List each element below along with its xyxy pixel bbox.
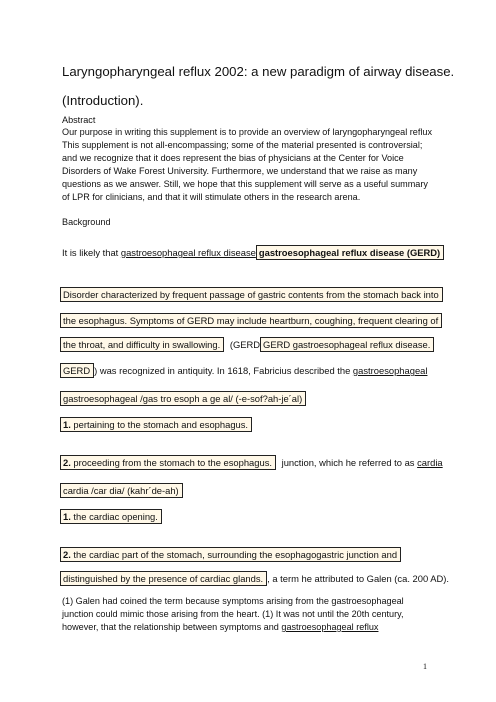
abstract-line: This supplement is not all-encompassing; some of the material presented is controversial; bbox=[62, 140, 423, 150]
paragraph-text: ) was recognized in antiquity. In 1618, Fabricius described the bbox=[94, 365, 353, 376]
paragraph-line: junction could mimic those arising from the heart. (1) It was not until the 20th century, bbox=[62, 609, 404, 619]
paragraph-text: (GERD bbox=[229, 339, 261, 350]
gloss-popup-gerd: gastroesophageal reflux disease (GERD) bbox=[256, 245, 444, 260]
paragraph-line bbox=[60, 573, 449, 584]
abstract-heading: Abstract bbox=[62, 115, 96, 125]
paragraph-line: (1) Galen had coined the term because symptoms arising from the gastroesophageal bbox=[62, 596, 404, 606]
definition-box bbox=[60, 509, 162, 524]
definition-text: the cardiac opening. bbox=[70, 511, 158, 522]
abstract-line: and we recognize that it does represent the bias of physicians at the Center for Voice bbox=[62, 153, 404, 163]
gerd-link[interactable]: gastroesophageal reflux disease bbox=[120, 247, 256, 258]
gloss-popup-gerd-abbrev: GERD gastroesophageal reflux disease. bbox=[260, 337, 434, 352]
paragraph-line bbox=[60, 457, 443, 468]
background-heading: Background bbox=[62, 217, 111, 227]
gloss-popup-gastroesophageal: gastroesophageal /gas tro esoph a ge al/ (-e-sof?ah-je´al) bbox=[60, 391, 306, 406]
gastroesophageal-link[interactable]: gastroesophageal bbox=[352, 365, 428, 376]
definition-number: 1. bbox=[63, 511, 71, 522]
document-title-line1: Laryngopharyngeal reflux 2002: a new paradigm of airway disease. bbox=[62, 64, 455, 79]
definition-text: pertaining to the stomach and esophagus. bbox=[70, 419, 249, 430]
gloss-popup-cardia: cardia /car dia/ (kahr´de-ah) bbox=[60, 483, 183, 498]
abstract-line: of LPR for clinicians, and that it will stimulate others in the research arena. bbox=[62, 192, 361, 202]
definition-box: the throat, and difficulty in swallowing. bbox=[60, 337, 224, 352]
definition-box: Disorder characterized by frequent passage of gastric contents from the stomach back into bbox=[60, 287, 443, 302]
paragraph-text: junction, which he referred to as bbox=[281, 457, 418, 468]
definition-box bbox=[60, 547, 401, 562]
definition-number: 2. bbox=[63, 457, 71, 468]
definition-number: 1. bbox=[63, 419, 71, 430]
abstract-line: Disorders of Wake Forest University. Furthermore, we understand that we raise as many bbox=[62, 166, 418, 176]
gerd-term-box[interactable]: GERD bbox=[60, 363, 94, 378]
paragraph-line bbox=[60, 365, 427, 376]
definition-box: distinguished by the presence of cardiac glands. bbox=[60, 571, 267, 586]
paragraph-line bbox=[62, 621, 378, 633]
gastroesophageal-reflux-link[interactable]: gastroesophageal reflux bbox=[281, 622, 379, 632]
definition-box bbox=[60, 417, 252, 432]
page-number: 1 bbox=[423, 662, 427, 671]
cardia-link[interactable]: cardia bbox=[417, 457, 443, 468]
definition-text: proceeding from the stomach to the esophagus. bbox=[70, 457, 272, 468]
definition-text: the cardiac part of the stomach, surrounding the esophagogastric junction and bbox=[70, 549, 398, 560]
abstract-line: questions as we answer. Still, we hope that this supplement will serve as a useful summary bbox=[62, 179, 428, 189]
abstract-line: Our purpose in writing this supplement is to provide an overview of laryngopharyngeal reflux bbox=[62, 127, 433, 137]
definition-number: 2. bbox=[63, 549, 71, 560]
paragraph-text: It is likely that bbox=[62, 247, 121, 258]
paragraph-text: however, that the relationship between symptoms and bbox=[62, 622, 282, 632]
definition-box bbox=[60, 455, 276, 470]
definition-box: the esophagus. Symptoms of GERD may include heartburn, coughing, frequent clearing of bbox=[60, 313, 442, 328]
document-title-line2: (Introduction). bbox=[62, 93, 144, 108]
paragraph-text: , a term he attributed to Galen (ca. 200 AD). bbox=[267, 573, 450, 584]
paragraph-line bbox=[62, 247, 444, 258]
paragraph-line bbox=[60, 339, 434, 350]
